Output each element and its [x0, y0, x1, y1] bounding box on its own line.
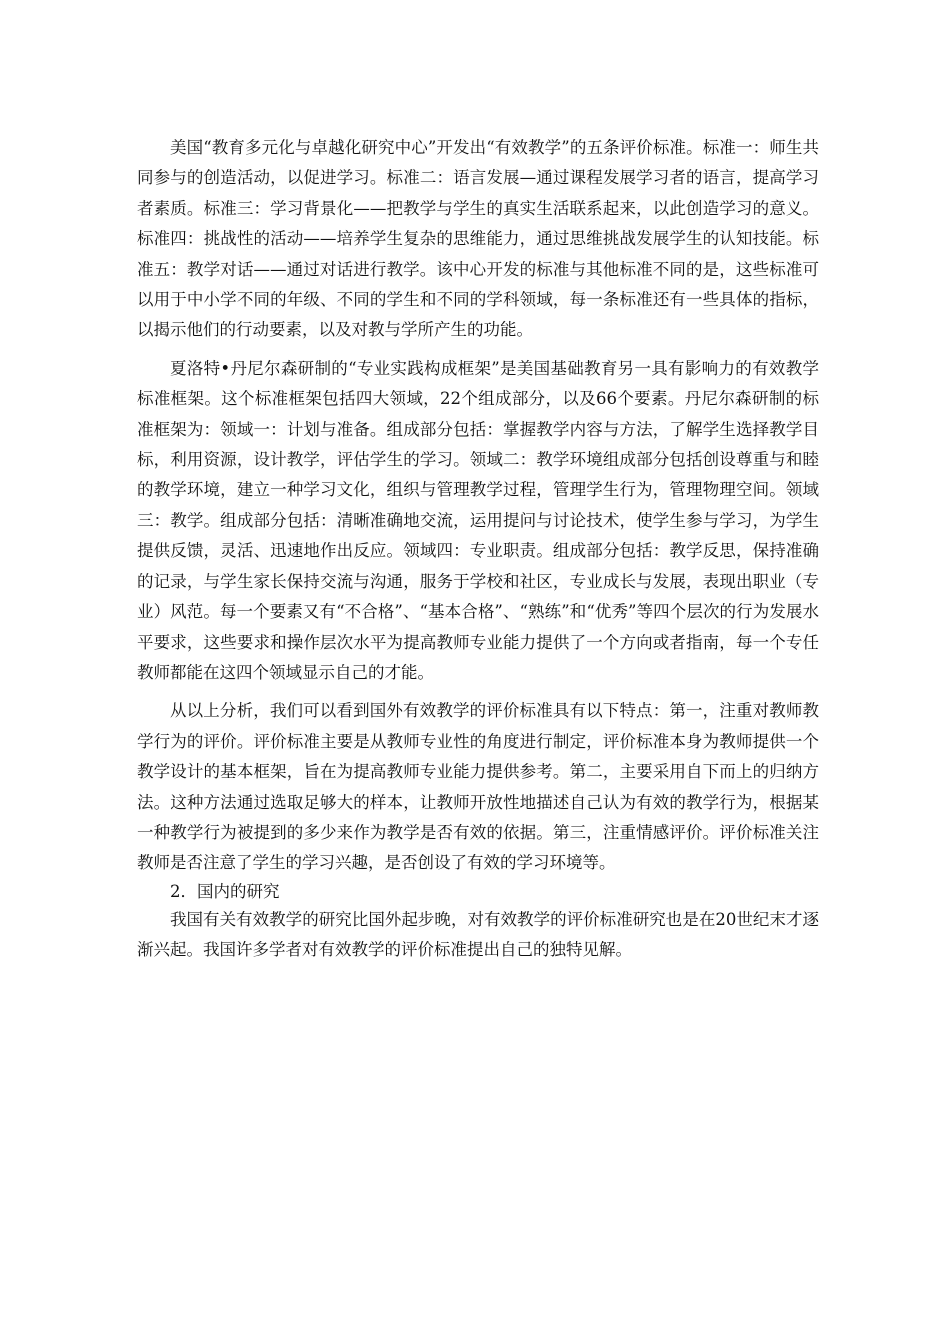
section-heading-domestic-research: 2．国内的研究 [170, 881, 280, 901]
paragraph-foreign-characteristics: 从以上分析，我们可以看到国外有效教学的评价标准具有以下特点：第一，注重对教师教学行为的评价。评价标准主要是从教师专业性的角度进行制定，评价标准本身为教师提供一个教学设计的基本框架，旨在为提高教师专业能力提供参考。第二，主要采用自下而上的归纳方法。这种方法通过选取足够大的样本，让教师开放性地描述自己认为有效的教学行为，根据某一种教学行为被提到的多少来作为教学是否有效的依据。第三，注重情感评价。评价标准关注教师是否注意了学生的学习兴趣，是否创设了有效的学习环境等。 [137, 701, 819, 873]
document-body [137, 133, 819, 966]
paragraph-danielson-framework: 夏洛特•丹尼尔森研制的“专业实践构成框架”是美国基础教育另一具有影响力的有效教学标准框架。这个标准框架包括四大领域，22个组成部分，以及66个要素。丹尼尔森研制的标准框架为：领域一：计划与准备。组成部分包括：掌握教学内容与方法，了解学生选择教学目标，利用资源，设计教学，评估学生的学习。领域二：教学环境组成部分包括创设尊重与和睦的教学环境，建立一种学习文化，组织与管理教学过程，管理学生行为，管理物理空间。领域三：教学。组成部分包括：清晰准确地交流，运用提问与讨论技术，使学生参与学习，为学生提供反馈，灵活、迅速地作出反应。领域四：专业职责。组成部分包括：教学反思，保持准确的记录，与学生家长保持交流与沟通，服务于学校和社区，专业成长与发展，表现出职业（专业）风范。每一个要素又有“不合格”、“基本合格”、“熟练”和“优秀”等四个层次的行为发展水平要求，这些要求和操作层次水平为提高教师专业能力提供了一个方向或者指南，每一个专任教师都能在这四个领域显示自己的才能。 [137, 358, 819, 682]
paragraph-domestic-intro: 我国有关有效教学的研究比国外起步晚，对有效教学的评价标准研究也是在20世纪末才逐渐兴起。我国许多学者对有效教学的评价标准提出自己的独特见解。 [137, 909, 819, 960]
paragraph-us-crede-standards: 美国“教育多元化与卓越化研究中心”开发出“有效教学”的五条评价标准。标准一：师生共同参与的创造活动，以促进学习。标准二：语言发展—通过课程发展学习者的语言，提高学习者素质。标准三：学习背景化——把教学与学生的真实生活联系起来，以此创造学习的意义。标准四：挑战性的活动——培养学生复杂的思维能力，通过思维挑战发展学生的认知技能。标准五：教学对话——通过对话进行教学。该中心开发的标准与其他标准不同的是，这些标准可以用于中小学不同的年级、不同的学生和不同的学科领域，每一条标准还有一些具体的指标，以揭示他们的行动要素，以及对教与学所产生的功能。 [137, 138, 819, 340]
